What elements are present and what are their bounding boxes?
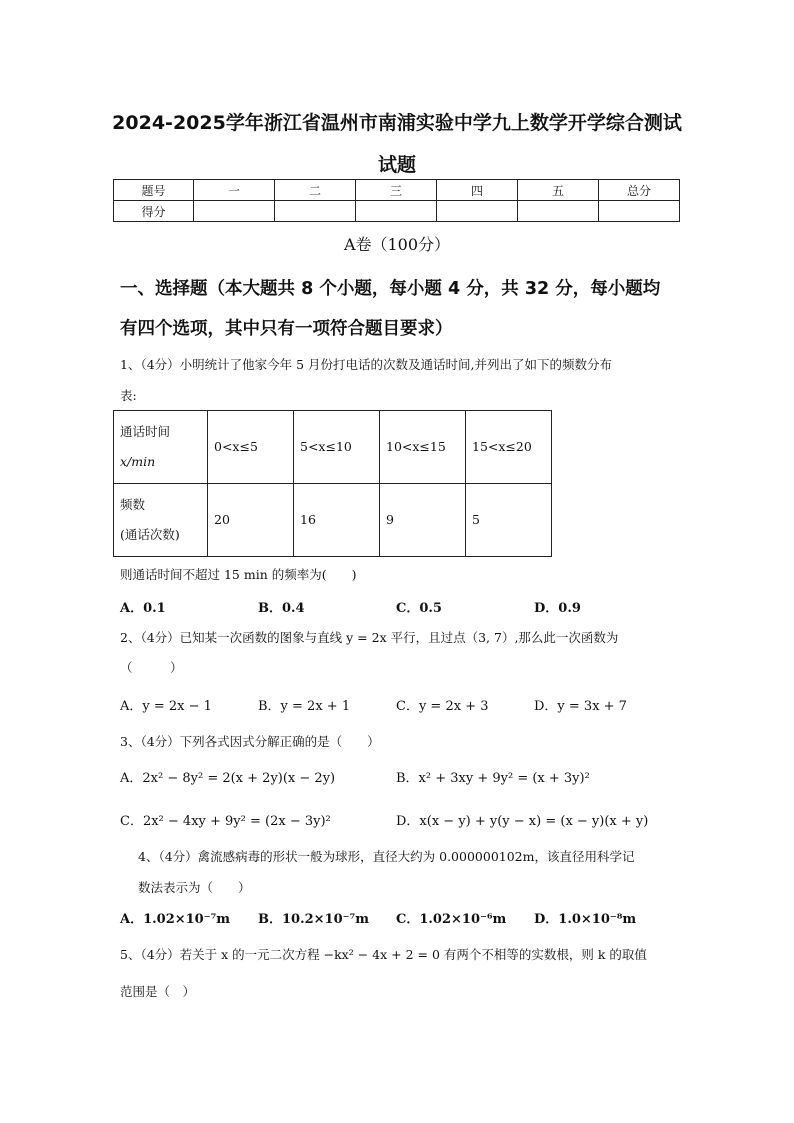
q3-option-a[interactable]: A．2x² − 8y² = 2(x + 2y)(x − 2y) bbox=[120, 771, 336, 786]
score-cell[interactable] bbox=[275, 201, 356, 222]
q1-text: 1、（4分）小明统计了他家今年 5 月份打电话的次数及通话时间,并列出了如下的频数分布 bbox=[120, 357, 613, 372]
q3-option-c[interactable]: C．2x² − 4xy + 9y² = (2x − 3y)² bbox=[120, 814, 331, 829]
frequency-cell: 0<x≤5 bbox=[208, 411, 294, 484]
score-header-cell: 二 bbox=[275, 180, 356, 201]
q2-text-cont: （ ） bbox=[120, 660, 183, 675]
score-cell[interactable] bbox=[599, 201, 680, 222]
frequency-row bbox=[114, 411, 552, 484]
q4-option-c[interactable]: C．1.02×10⁻⁶m bbox=[396, 912, 507, 927]
frequency-cell: 5<x≤10 bbox=[294, 411, 380, 484]
score-header-cell: 一 bbox=[194, 180, 275, 201]
q4-option-a[interactable]: A．1.02×10⁻⁷m bbox=[120, 912, 231, 927]
frequency-row bbox=[114, 484, 552, 557]
score-cell[interactable] bbox=[437, 201, 518, 222]
q1-question: 则通话时间不超过 15 min 的频率为( ) bbox=[120, 567, 357, 582]
q5-text: 5、（4分）若关于 x 的一元二次方程 −kx² − 4x + 2 = 0 有两个不相等的实数根，则 k 的取值 bbox=[120, 947, 647, 962]
score-header-cell: 五 bbox=[518, 180, 599, 201]
q4-option-b[interactable]: B．10.2×10⁻⁷m bbox=[258, 912, 369, 927]
frequency-cell: 15<x≤20 bbox=[466, 411, 552, 484]
q1-option-b[interactable]: B．0.4 bbox=[258, 601, 305, 616]
q5-text-cont: 范围是（ ） bbox=[120, 984, 196, 999]
score-table bbox=[113, 179, 680, 222]
q2-option-a[interactable]: A．y = 2x − 1 bbox=[120, 699, 212, 714]
q4-text-cont: 数法表示为（ ） bbox=[138, 880, 251, 895]
page-title: 2024-2025学年浙江省温州市南浦实验中学九上数学开学综合测试 bbox=[112, 112, 682, 134]
q2-option-c[interactable]: C．y = 2x + 3 bbox=[396, 699, 489, 714]
score-header-cell: 题号 bbox=[114, 180, 194, 201]
section-1-heading-cont: 有四个选项，其中只有一项符合题目要求） bbox=[120, 319, 453, 339]
frequency-cell: 5 bbox=[466, 484, 552, 557]
frequency-cell: 20 bbox=[208, 484, 294, 557]
frequency-table bbox=[113, 410, 552, 557]
q3-text: 3、（4分）下列各式因式分解正确的是（ ） bbox=[120, 734, 380, 749]
score-cell[interactable] bbox=[356, 201, 437, 222]
section-a-heading: A卷（100分） bbox=[343, 235, 451, 254]
q1-option-d[interactable]: D．0.9 bbox=[534, 601, 581, 616]
score-header-cell: 总分 bbox=[599, 180, 680, 201]
score-row-label: 得分 bbox=[114, 201, 194, 222]
row-label-line: x/min bbox=[120, 454, 156, 469]
score-cell[interactable] bbox=[194, 201, 275, 222]
frequency-row-label bbox=[114, 411, 208, 484]
score-header-cell: 四 bbox=[437, 180, 518, 201]
frequency-row-label bbox=[114, 484, 208, 557]
q2-option-b[interactable]: B．y = 2x + 1 bbox=[258, 699, 351, 714]
row-label-line: 频数 bbox=[120, 497, 146, 512]
row-label-line: (通话次数) bbox=[120, 527, 180, 542]
q1-option-c[interactable]: C．0.5 bbox=[396, 601, 442, 616]
q2-option-d[interactable]: D．y = 3x + 7 bbox=[534, 699, 627, 714]
q4-option-d[interactable]: D．1.0×10⁻⁸m bbox=[534, 912, 637, 927]
score-cell[interactable] bbox=[518, 201, 599, 222]
frequency-cell: 16 bbox=[294, 484, 380, 557]
q3-option-b[interactable]: B．x² + 3xy + 9y² = (x + 3y)² bbox=[396, 771, 590, 786]
q3-option-d[interactable]: D．x(x − y) + y(y − x) = (x − y)(x + y) bbox=[396, 814, 649, 829]
row-label-line: 通话时间 bbox=[120, 424, 171, 439]
frequency-cell: 10<x≤15 bbox=[380, 411, 466, 484]
page-title-cont: 试题 bbox=[377, 154, 416, 176]
score-row bbox=[114, 201, 680, 222]
frequency-cell: 9 bbox=[380, 484, 466, 557]
q4-text: 4、（4分）禽流感病毒的形状一般为球形，直径大约为 0.000000102m，该直径用科学记 bbox=[138, 849, 635, 864]
q1-text-cont: 表: bbox=[120, 388, 137, 403]
q2-text: 2、（4分）已知某一次函数的图象与直线 y = 2x 平行，且过点（3, 7）,那么此一次函数为 bbox=[120, 630, 619, 645]
score-header-row bbox=[114, 180, 680, 201]
q1-option-a[interactable]: A．0.1 bbox=[120, 601, 166, 616]
section-1-heading: 一、选择题（本大题共 8 个小题，每小题 4 分，共 32 分，每小题均 bbox=[120, 279, 661, 299]
score-header-cell: 三 bbox=[356, 180, 437, 201]
